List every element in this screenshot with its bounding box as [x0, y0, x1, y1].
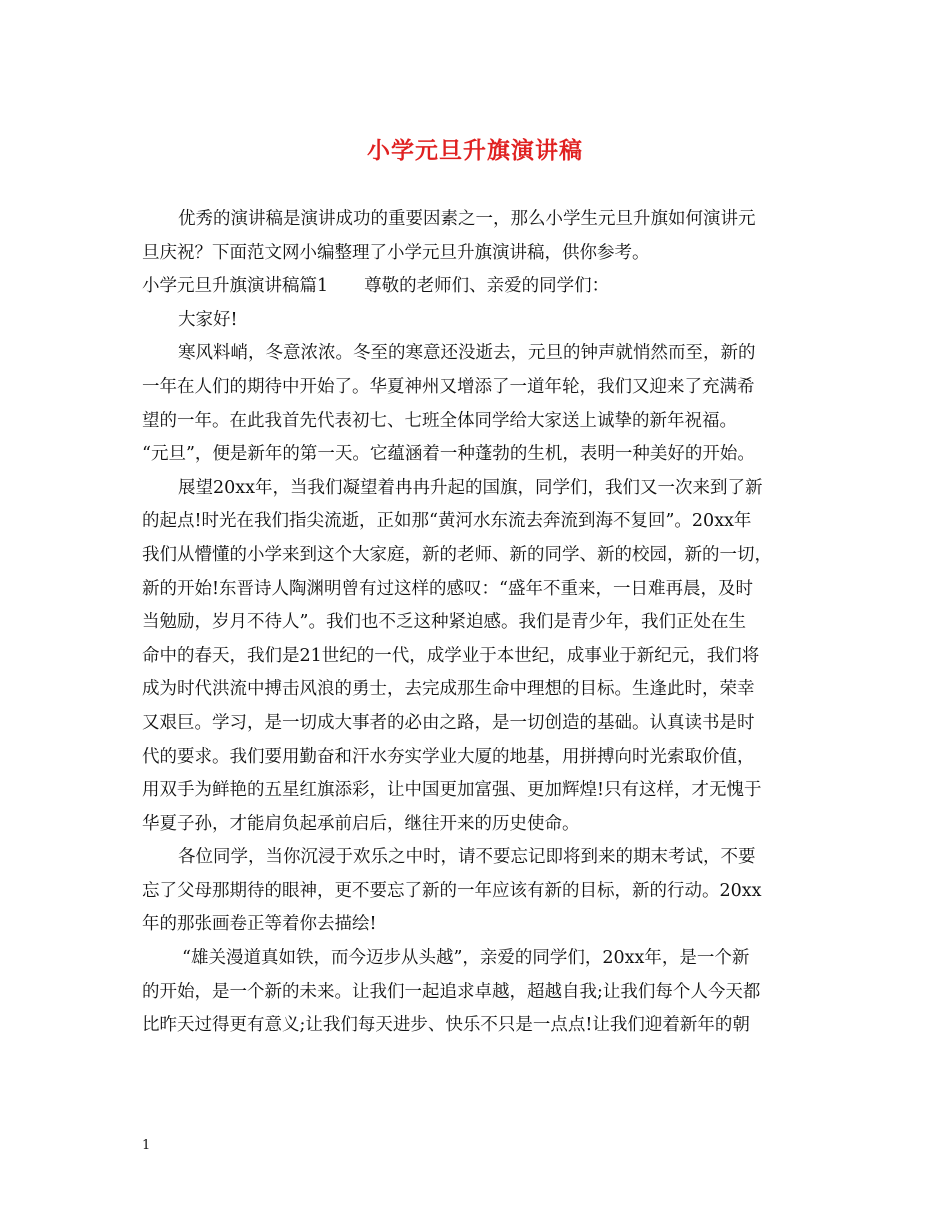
paragraph-line: 用双手为鲜艳的五星红旗添彩，让中国更加富强、更加辉煌!只有这样，才无愧于 — [142, 780, 762, 801]
document-body — [142, 203, 814, 1043]
paragraph-line: 成为时代洪流中搏击风浪的勇士，去完成那生命中理想的目标。生逢此时，荣幸 — [142, 679, 755, 700]
paragraph-line: 当勉励，岁月不待人”。我们也不乏这种紧迫感。我们是青少年，我们正处在生 — [142, 612, 746, 633]
paragraph-line: 比昨天过得更有意义;让我们每天进步、快乐不只是一点点!让我们迎着新年的朝 — [142, 1015, 750, 1036]
paragraph-line: 望的一年。在此我首先代表初七、七班全体同学给大家送上诚挚的新年祝福。 — [142, 410, 737, 431]
paragraph-line: 优秀的演讲稿是演讲成功的重要因素之一，那么小学生元旦升旗如何演讲元 — [178, 209, 756, 229]
paragraph-line: 的起点!时光在我们指尖流逝，正如那“黄河水东流去奔流到海不复回”。20xx年 — [142, 511, 752, 532]
paragraph-line: 又艰巨。学习，是一切成大事者的必由之路，是一切创造的基础。认真读书是时 — [142, 712, 755, 733]
paragraph-line: 新的开始!东晋诗人陶渊明曾有过这样的感叹：“盛年不重来，一日难再晨，及时 — [142, 578, 753, 599]
document-title: 小学元旦升旗演讲稿 — [367, 137, 583, 164]
section-heading: 小学元旦升旗演讲稿篇1 — [142, 276, 329, 297]
section-heading-line — [142, 270, 814, 304]
salutation: 尊敬的老师们、亲爱的同学们： — [364, 276, 610, 297]
paragraph-line: 的开始，是一个新的未来。让我们一起追求卓越，超越自我;让我们每个人今天都 — [142, 981, 761, 1002]
paragraph-line: 忘了父母那期待的眼神，更不要忘了新的一年应该有新的目标，新的行动。20xx — [142, 880, 762, 901]
page-number: 1 — [142, 1138, 151, 1153]
paragraph-line: “元旦”，便是新年的第一天。它蕴涵着一种蓬勃的生机，表明一种美好的开始。 — [142, 444, 755, 465]
paragraph-line: “雄关漫道真如铁，而今迈步从头越”，亲爱的同学们，20xx年，是一个新 — [182, 948, 750, 969]
greeting-line: 大家好! — [178, 309, 238, 330]
paragraph-line: 代的要求。我们要用勤奋和汗水夯实学业大厦的地基，用拼搏向时光索取价值， — [142, 746, 755, 767]
paragraph-line: 华夏子孙，才能肩负起承前启后，继往开来的历史使命。 — [142, 813, 580, 834]
paragraph-line: 寒风料峭，冬意浓浓。冬至的寒意还没逝去，元旦的钟声就悄然而至，新的 — [178, 343, 756, 364]
paragraph-line: 年的那张画卷正等着你去描绘! — [142, 914, 377, 935]
paragraph-line: 旦庆祝？下面范文网小编整理了小学元旦升旗演讲稿，供你参考。 — [142, 242, 650, 263]
paragraph-line: 各位同学，当你沉浸于欢乐之中时，请不要忘记即将到来的期末考试，不要 — [178, 847, 756, 868]
paragraph-line: 我们从懵懂的小学来到这个大家庭，新的老师、新的同学、新的校园，新的一切， — [142, 544, 772, 565]
paragraph-line: 一年在人们的期待中开始了。华夏神州又增添了一道年轮，我们又迎来了充满希 — [142, 376, 755, 397]
paragraph-line: 展望20xx年，当我们凝望着冉冉升起的国旗，同学们，我们又一次来到了新 — [178, 477, 763, 498]
paragraph-line: 命中的春天，我们是21世纪的一代，成学业于本世纪，成事业于新纪元，我们将 — [142, 645, 760, 666]
